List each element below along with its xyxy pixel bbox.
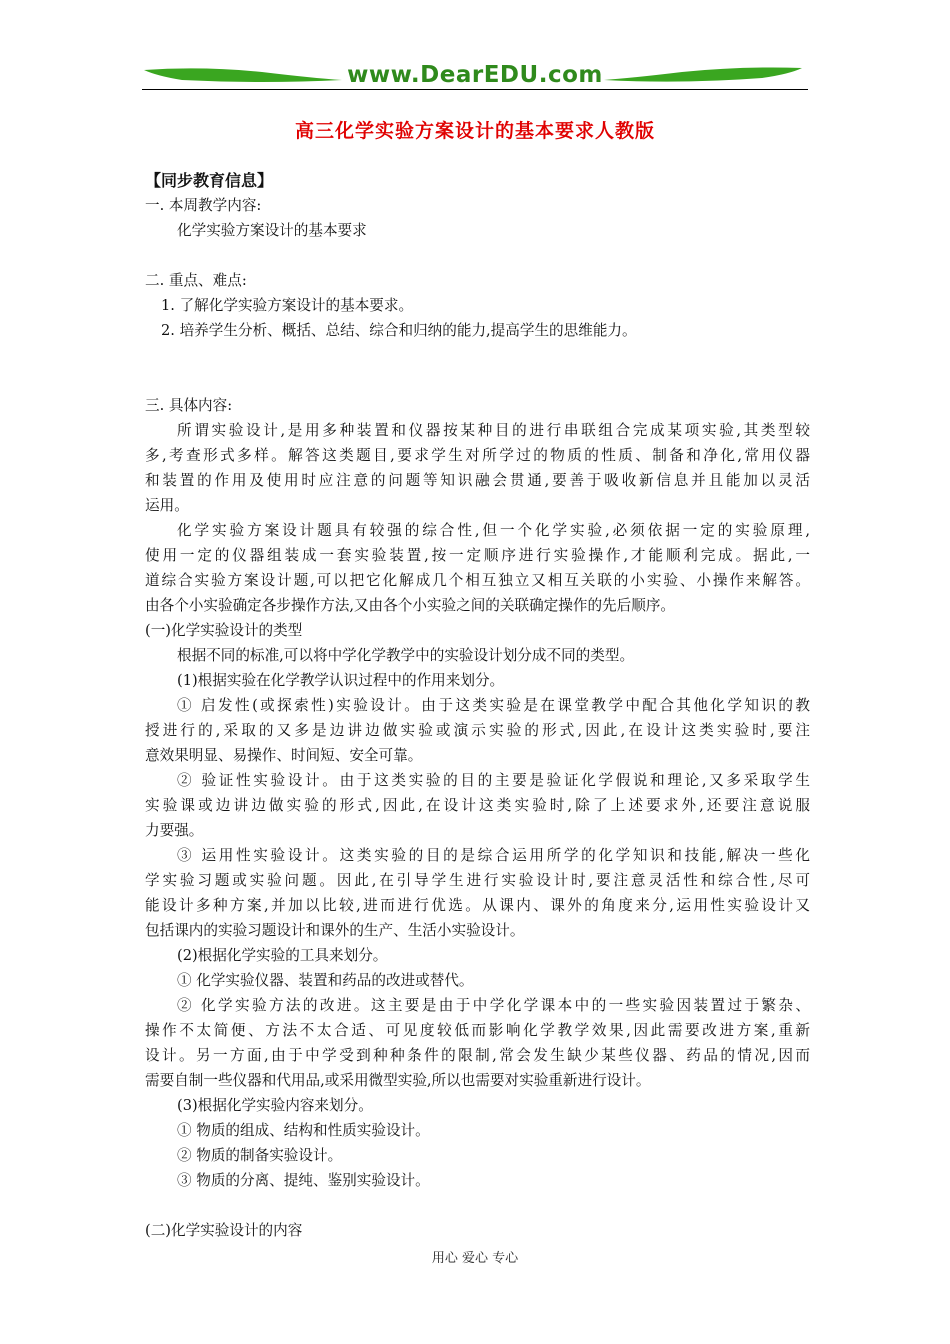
paragraph-line: 和装置的作用及使用时应注意的问题等知识融会贯通,要善于吸收新信息并且能加以灵活	[145, 472, 810, 489]
paragraph-line: ① 化学实验仪器、装置和药品的改进或替代。	[177, 972, 474, 989]
section-heading: 【同步教育信息】	[145, 171, 274, 190]
part1-item: 化学实验方案设计的基本要求	[177, 222, 367, 239]
list-item: ① 物质的组成、结构和性质实验设计。	[177, 1122, 430, 1139]
paragraph-line: 学实验习题或实验问题。因此,在引导学生进行实验设计时,要注意灵活性和综合性,尽可	[145, 872, 810, 889]
part3-heading: 三. 具体内容:	[145, 397, 233, 414]
document-title: 高三化学实验方案设计的基本要求人教版	[294, 120, 655, 142]
paragraph-line: ① 启发性(或探索性)实验设计。由于这类实验是在课堂教学中配合其他化学知识的教	[177, 697, 810, 714]
paragraph-line: 授进行的,采取的又多是边讲边做实验或演示实验的形式,因此,在设计这类实验时,要注	[145, 722, 810, 739]
part2-item: 2. 培养学生分析、概括、总结、综合和归纳的能力,提高学生的思维能力。	[161, 322, 637, 339]
category-heading: (1)根据实验在化学教学认识过程中的作用来划分。	[177, 672, 505, 689]
paragraph-line: 实验课或边讲边做实验的形式,因此,在设计这类实验时,除了上述要求外,还要注意说服	[145, 797, 810, 814]
paragraph-line: 力要强。	[145, 822, 204, 839]
paragraph-line: 能设计多种方案,并加以比较,进而进行优选。从课内、课外的角度来分,运用性实验设计又	[145, 897, 810, 914]
paragraph-line: ② 验证性实验设计。由于这类实验的目的主要是验证化学假说和理论,又多采取学生	[177, 772, 810, 789]
part2-heading: 二. 重点、难点:	[145, 272, 247, 289]
category-heading: (3)根据化学实验内容来划分。	[177, 1097, 373, 1114]
paragraph-line: 多,考查形式多样。解答这类题目,要求学生对所学过的物质的性质、制备和净化,常用仪器	[145, 447, 810, 464]
part1-heading: 一. 本周教学内容:	[145, 197, 262, 214]
paragraph-line: 设计。另一方面,由于中学受到种种条件的限制,常会发生缺少某些仪器、药品的情况,因而	[145, 1047, 810, 1064]
paragraph-line: 道综合实验方案设计题,可以把它化解成几个相互独立又相互关联的小实验、小操作来解答。	[145, 572, 810, 589]
document-body	[145, 168, 810, 1243]
paragraph-line: 意效果明显、易操作、时间短、安全可靠。	[145, 747, 423, 764]
paragraph-line: 包括课内的实验习题设计和课外的生产、生活小实验设计。	[145, 922, 525, 939]
category-heading: (2)根据化学实验的工具来划分。	[177, 947, 388, 964]
site-name: www.DearEDU.com	[347, 62, 603, 88]
paragraph-line: 需要自制一些仪器和代用品,或采用微型实验,所以也需要对实验重新进行设计。	[145, 1072, 651, 1089]
paragraph-line: 所谓实验设计,是用多种装置和仪器按某种目的进行串联组合完成某项实验,其类型较	[177, 422, 810, 439]
part2-item: 1. 了解化学实验方案设计的基本要求。	[161, 297, 414, 314]
paragraph-line: 操作不太简便、方法不太合适、可见度较低而影响化学教学效果,因此需要改进方案,重新	[145, 1022, 810, 1039]
subsection-heading: (二)化学实验设计的内容	[145, 1222, 303, 1239]
paragraph-line: ③ 运用性实验设计。这类实验的目的是综合运用所学的化学知识和技能,解决一些化	[177, 847, 810, 864]
paragraph-line: 根据不同的标准,可以将中学化学教学中的实验设计划分成不同的类型。	[177, 647, 635, 664]
list-item: ② 物质的制备实验设计。	[177, 1147, 343, 1164]
page-header	[142, 58, 808, 98]
list-item: ③ 物质的分离、提纯、鉴别实验设计。	[177, 1172, 430, 1189]
paragraph-line: ② 化学实验方法的改进。这主要是由于中学化学课本中的一些实验因装置过于繁杂、	[177, 997, 810, 1014]
paragraph-line: 化学实验方案设计题具有较强的综合性,但一个化学实验,必须依据一定的实验原理,	[177, 522, 810, 539]
page-footer: 用心 爱心 专心	[431, 1251, 519, 1266]
subsection-heading: (一)化学实验设计的类型	[145, 622, 303, 639]
paragraph-line: 运用。	[145, 497, 189, 514]
paragraph-line: 由各个小实验确定各步操作方法,又由各个小实验之间的关联确定操作的先后顺序。	[145, 597, 676, 614]
paragraph-line: 使用一定的仪器组装成一套实验装置,按一定顺序进行实验操作,才能顺利完成。据此,一	[145, 547, 810, 564]
header-rule	[142, 89, 808, 90]
